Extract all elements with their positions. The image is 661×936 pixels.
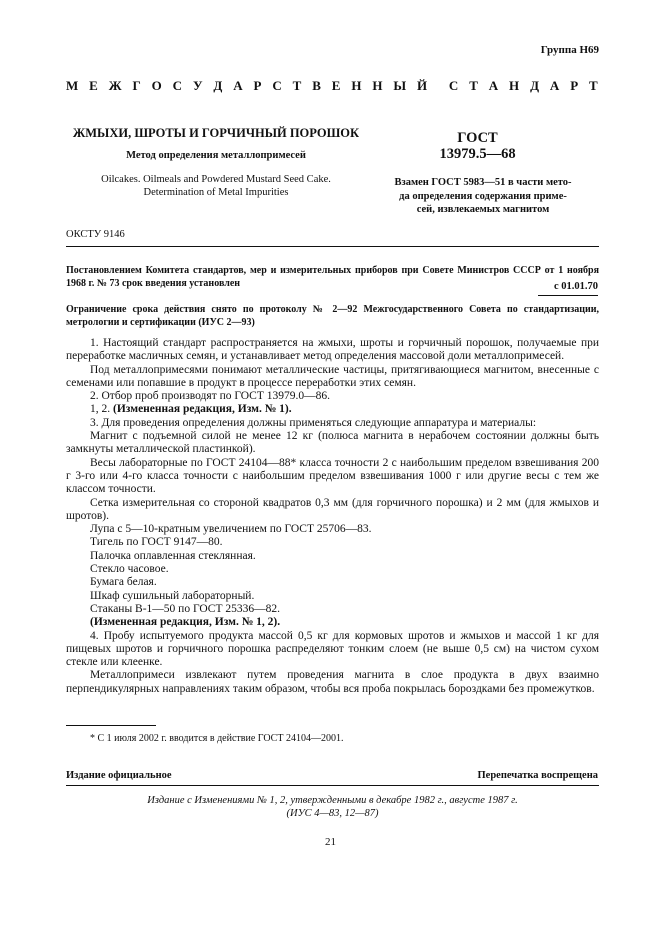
list-item: Стаканы В-1—50 по ГОСТ 25336—82. bbox=[90, 602, 280, 615]
banner-letter: Е bbox=[331, 78, 341, 93]
standard-body bbox=[66, 337, 599, 696]
replaces-note bbox=[368, 176, 598, 217]
paragraph: 4. Пробу испытуемого продукта массой 0,5 кг для кормовых шротов и жмыхов и массой 1 кг для пищевых шротов и горчичного порошка распределяют тонким слоем (не выше 0,5 см) на чистом сухом стекле или клеенке. bbox=[66, 629, 599, 669]
amendment-clauses: 1, 2. bbox=[90, 403, 113, 416]
english-title-line: Determination of Metal Impurities bbox=[143, 187, 289, 198]
english-title bbox=[66, 173, 366, 199]
banner-letter: Г bbox=[132, 78, 141, 93]
okstu-code: ОКСТУ 9146 bbox=[66, 229, 125, 240]
banner-letter: Ы bbox=[393, 78, 407, 93]
list-item: Бумага белая. bbox=[90, 576, 157, 589]
effective-date: с 01.01.70 bbox=[553, 281, 598, 292]
banner-letter: Н bbox=[351, 78, 362, 93]
paragraph: Весы лабораторные по ГОСТ 24104—88* класса точности 2 с наибольшим пределом взвешивания 200 г 3-го или 4-го класса точности с наибольшим пределом взвешивания 1000 г или другие весы с тем же классом точности. bbox=[66, 456, 599, 496]
date-underline bbox=[538, 295, 598, 296]
interstate-standard-banner bbox=[66, 78, 598, 94]
paragraph: Магнит с подъемной силой не менее 12 кг (полюса магнита в нерабочем состоянии должны быть замкнуты металлической пластинкой). bbox=[66, 430, 599, 456]
page-number: 21 bbox=[325, 836, 336, 848]
gost-number: 13979.5—68 bbox=[439, 146, 516, 162]
footnote-rule bbox=[66, 725, 156, 726]
list-item: Лупа с 5—10-кратным увеличением по ГОСТ 25706—83. bbox=[90, 523, 372, 536]
footnote: * С 1 июля 2002 г. вводится в действие ГОСТ 24104—2001. bbox=[90, 733, 344, 744]
list-item: Стекло часовое. bbox=[90, 563, 169, 576]
list-item: Шкаф сушильный лабораторный. bbox=[90, 589, 255, 602]
list-item: Тигель по ГОСТ 9147—80. bbox=[90, 536, 223, 549]
paragraph: 2. Отбор проб производят по ГОСТ 13979.0—86. bbox=[90, 390, 331, 403]
changes-line: (ИУС 4—83, 12—87) bbox=[286, 808, 379, 819]
amendment-paragraph bbox=[66, 403, 599, 416]
divider bbox=[66, 246, 599, 247]
banner-letter: Ж bbox=[108, 78, 122, 93]
replaces-line: да определения содержания приме- bbox=[399, 190, 567, 202]
paragraph: Сетка измерительная со стороной квадратов 0,3 мм (для горчичного порошка) и 2 мм (для жмыхов и шротов). bbox=[66, 496, 599, 522]
official-edition: Издание официальное bbox=[66, 770, 172, 781]
banner-letter: Д bbox=[530, 78, 540, 93]
banner-letter: Й bbox=[417, 78, 428, 93]
changes-line: Издание с Изменениями № 1, 2, утвержденными в декабре 1982 г., августе 1987 г. bbox=[147, 795, 518, 806]
gost-label: ГОСТ bbox=[457, 130, 498, 146]
banner-letter: О bbox=[151, 78, 162, 93]
paragraph: 1. Настоящий стандарт распространяется на жмыхи, шроты и горчичный порошок, получаемые при переработке масличных семян, и устанавливает метод определения массовой доли металлопримесей. bbox=[66, 337, 599, 363]
banner-letter: Н bbox=[372, 78, 383, 93]
reprint-notice: Перепечатка воспрещена bbox=[477, 770, 598, 781]
gost-designation bbox=[405, 130, 550, 162]
paragraph: 3. Для проведения определения должны применяться следующие аппаратура и материалы: bbox=[90, 416, 537, 429]
divider bbox=[66, 785, 599, 786]
banner-letter: Н bbox=[509, 78, 520, 93]
banner-letter: М bbox=[66, 78, 79, 93]
group-code: Группа Н69 bbox=[540, 44, 599, 56]
banner-letter: Т bbox=[589, 78, 598, 93]
limitation-note: Ограничение срока действия снято по протоколу № 2—92 Межгосударственного Совета по стандартизации, метрологии и сертификации (ИУС 2—93) bbox=[66, 304, 599, 328]
changes-note bbox=[66, 794, 599, 820]
decree-text: Постановлением Комитета стандартов, мер и измерительных приборов при Совете Министров СССР от 1 ноября 1968 г. № 73 срок введения установлен bbox=[66, 265, 599, 289]
replaces-line: Взамен ГОСТ 5983—51 в части мето- bbox=[394, 177, 572, 188]
method-subtitle: Метод определения металлопримесей bbox=[126, 150, 306, 161]
amendment-note: (Измененная редакция, Изм. № 1, 2). bbox=[90, 616, 281, 629]
paragraph: Металлопримеси извлекают путем проведения магнита в слое продукта в двух взаимно перпендикулярных направлениях таким образом, чтобы вся проба покрылась бороздками без промежутков. bbox=[66, 669, 599, 695]
banner-letter: Т bbox=[469, 78, 478, 93]
list-item: Палочка оплавленная стеклянная. bbox=[90, 549, 256, 562]
amendment-note: (Измененная редакция, Изм. № 1). bbox=[113, 403, 292, 416]
paragraph: Под металлопримесями понимают металлические частицы, притягивающиеся магнитом, внесенные с семенами или попавшие в продукт в процессе переработки этих семян. bbox=[66, 363, 599, 389]
banner-letter: Д bbox=[213, 78, 223, 93]
banner-letter: Е bbox=[89, 78, 98, 93]
banner-letter: С bbox=[448, 78, 459, 93]
banner-letter: Р bbox=[253, 78, 262, 93]
standard-title: ЖМЫХИ, ШРОТЫ И ГОРЧИЧНЫЙ ПОРОШОК bbox=[72, 126, 360, 140]
banner-letter: У bbox=[192, 78, 203, 93]
replaces-line: сей, извлекаемых магнитом bbox=[416, 204, 550, 215]
banner-letter: С bbox=[272, 78, 282, 93]
banner-letter: Т bbox=[292, 78, 302, 93]
banner-letter: А bbox=[233, 78, 243, 93]
banner-letter: В bbox=[312, 78, 321, 93]
banner-letter: А bbox=[488, 78, 499, 93]
english-title-line: Oilcakes. Oilmeals and Powdered Mustard Seed Cake. bbox=[101, 174, 331, 185]
banner-letter: С bbox=[172, 78, 183, 93]
banner-letter: Р bbox=[570, 78, 579, 93]
banner-letter: А bbox=[549, 78, 560, 93]
